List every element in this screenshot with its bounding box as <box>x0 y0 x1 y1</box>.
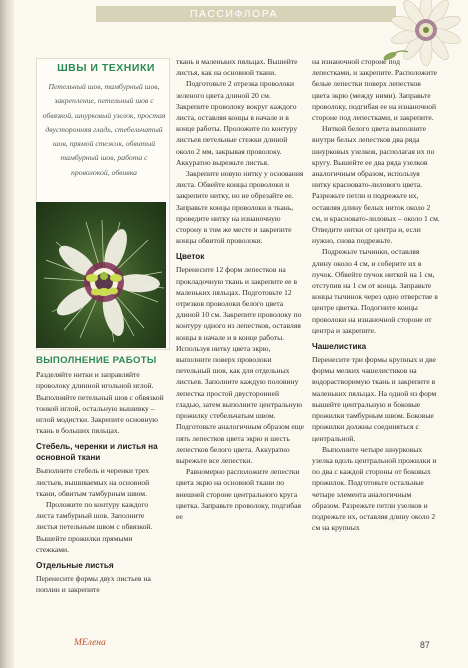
paragraph: Равномерно расположите лепестки цвета экрю на основной ткани по внешней стороне центрального круга цветка. Заправьте проволоку, подгибая ее <box>176 467 301 521</box>
text-column-1 <box>36 353 166 595</box>
passionflower-photo <box>36 202 166 348</box>
text-column-3 <box>312 56 440 533</box>
text-column-2 <box>176 56 304 522</box>
paragraph: Перенесите 12 форм лепестков на прокладочную ткань и закрепите ее в маленьких пяльцах. Подготовьте 12 отрезков проволоки белого цвета длиной 10 см. Закрепите проволоку по контуру одного из лепестков, оставляя концы в начале и в конце работы. Используя нитку цвета экрю, выполните поверх проволоки петельный шов, как для отдельных листьев. Заполните каждую половину лепестка простой двусторонней гладью, затем выполните центральную прожилку стебельчатым швом. Подготовьте аналогичным образом еще пять лепестков цвета экрю и шесть лепестков белого цвета. Аккуратно вырежьте все лепестки. <box>176 265 304 465</box>
section-heading-work: ВЫПОЛНЕНИЕ РАБОТЫ <box>36 355 157 366</box>
paragraph: Закрепите новую нитку у основания листа. Обвейте концы проволоки и закрепите нитку, но не обрезайте ее. Заправьте концы проволоки в ткань, проведите нитку на изнаночную сторону в том же месте и закрепите концы обвитой проволоки. <box>176 169 304 246</box>
paragraph: Перенесите формы двух листьев на поплин и закрепите <box>36 574 151 595</box>
paragraph: Подрежьте тычинки, оставляя длину около 4 см, и соберите их в пучок. Обвейте пучок ниткой на 1 см, отступив на 1 см от конца. Заправьте концы тычинок через одно отверстие в центре цветка. Подогните концы проволоки на изнаночной стороне от центра и закрепите. <box>312 247 438 335</box>
paragraph: Перенесите три формы крупных и две формы мелких чашелистиков на водорастворимую ткань и закрепите в маленьких пяльцах. На одной из форм вышейте центральную и боковые прожилки тамбурным швом. Боковые прожилки должны соединяться с центральной. <box>312 355 437 443</box>
paragraph: Проложите по контуру каждого листа тамбурный шов. Заполните листья петельным швом с обвязкой. Вышейте прожилки прямыми стежками. <box>36 500 153 554</box>
paragraph: Разделяйте нитки и заправляйте проволоку длинной игольной иглой. Выполняйте петельный шов с обвязкой тонкой иглой, остальную вышивку – иглой модистки. Закрепите основную ткань в больших пяльцах. <box>36 370 164 436</box>
paragraph: Подготовьте 2 отрезка проволоки зеленого цвета длиной 20 см. Закрепите проволоку вокруг каждого листа, оставляя концы в начале и в конце работы. Проложите по контуру листьев петельные стежки длиной около 2 мм, закрывая проволоку. Аккуратно вырежьте листья. <box>176 79 298 167</box>
sidebar-title: ШВЫ И ТЕХНИКИ <box>57 62 155 74</box>
watermark-signature: МЕлена <box>74 638 106 648</box>
subheading-separate-leaves: Отдельные листья <box>36 561 114 571</box>
techniques-list: Петельный шов, тамбурный шов, закрепление, петельный шов с обвязкой, шнурковый узелок, простая двусторонняя гладь, стебельчатый шов, прямой стежок, обвитый тамбурный шов, работа с проволокой, обвивка <box>42 82 166 177</box>
page-number: 87 <box>420 640 430 650</box>
subheading-stem-leaves: Стебель, черенки и листья на основной ткани <box>36 442 158 463</box>
paragraph: ткань в маленьких пяльцах. Вышейте листья, как на основной ткани. <box>176 57 298 78</box>
section-title: ПАССИФЛОРА <box>190 8 279 20</box>
subheading-sepals: Чашелистика <box>312 342 367 352</box>
book-binding-shadow <box>0 0 14 668</box>
paragraph: на изнаночной стороне под лепестками, и закрепите. Расположите белые лепестки поверх лепестков цвета экрю (между ними). Заправьте проволоку, подгибая ее на изнаночной стороне под лепестками, и закрепите. <box>312 57 438 123</box>
paragraph: Выполните четыре шнурковых узелка вдоль центральной прожилки и по два с каждой стороны от боковых прожилок. Подготовьте остальные четыре элемента аналогичным образом. Разрежьте петли узелков и подрежьте их, оставляя длину около 2 см на крупных <box>312 444 437 533</box>
paragraph: Ниткой белого цвета выполните внутри белых лепестков два ряда шнурковых узелков, располагая их по кругу. Вышейте ее два ряда узелков аналогичным образом, используя нитку красновато-лилового цвета. Разрежьте петли и подрежьте их, оставляя длину белых ниток около 2 см, и красновато-лиловых – около 1 см. Отведите нитки от центра и, если нужно, снова подрежьте. <box>312 124 440 246</box>
subheading-flower: Цветок <box>176 252 205 262</box>
passionflower-photo-drawing <box>36 202 166 348</box>
paragraph: Выполните стебель и черенки трех листьев, вышиваемых на основной ткани, обвитым тамбурным швом. <box>36 466 150 498</box>
